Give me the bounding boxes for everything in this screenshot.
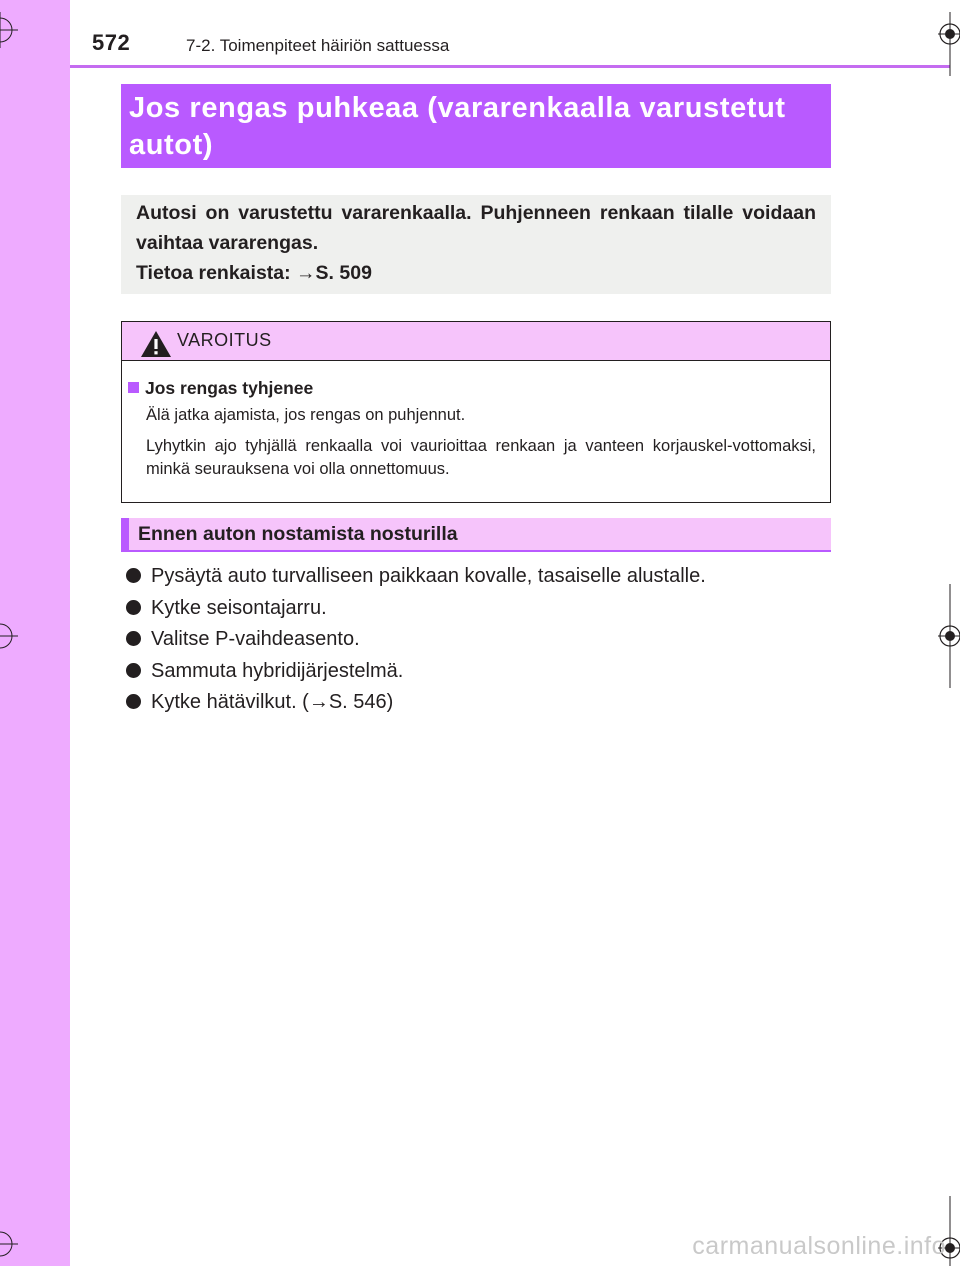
warning-box <box>121 321 831 503</box>
page-number: 572 <box>92 30 131 55</box>
step-text-with-link[interactable]: Kytke hätävilkut. (→S. 546) <box>151 691 394 714</box>
subsection-heading-text: Ennen auton nostamista nosturilla <box>138 523 458 545</box>
bullet-dot-icon <box>126 694 141 709</box>
warning-item-title <box>128 376 816 400</box>
step-text: Kytke seisontajarru. <box>151 596 327 619</box>
step-text: Valitse P-vaihdeasento. <box>151 628 360 651</box>
crop-mark-icon <box>0 1224 18 1266</box>
list-item <box>126 624 706 656</box>
intro-reference-link[interactable]: Tietoa renkaista: →S. 509 <box>136 262 372 284</box>
header-divider <box>70 65 950 68</box>
warning-triangle-icon <box>140 330 172 358</box>
warning-paragraph-1: Älä jatka ajamista, jos rengas on puhjennut. <box>146 406 466 424</box>
list-item <box>126 656 706 688</box>
warning-header <box>122 322 830 361</box>
bullet-dot-icon <box>126 600 141 615</box>
warning-body <box>122 361 830 481</box>
page-title-line-1: Jos rengas puhkeaa (vararenkaalla varustetut <box>129 92 786 124</box>
warning-item-title-text: Jos rengas tyhjenee <box>145 378 314 398</box>
watermark: carmanualsonline.info <box>692 1232 946 1260</box>
warning-label: VAROITUS <box>177 330 272 350</box>
step-text: Pysäytä auto turvalliseen paikkaan kovalle, tasaiselle alustalle. <box>151 565 706 587</box>
crop-mark-icon <box>0 618 18 654</box>
list-item <box>126 593 706 625</box>
registration-mark-icon <box>938 584 960 688</box>
crop-mark-icon <box>0 12 18 48</box>
bullet-dot-icon <box>126 663 141 678</box>
subsection-heading <box>121 518 831 552</box>
square-bullet-icon <box>128 382 139 393</box>
intro-box <box>121 195 831 294</box>
page-title <box>121 84 831 168</box>
bullet-dot-icon <box>126 631 141 646</box>
page-title-line-2: autot) <box>129 129 214 161</box>
list-item <box>126 561 706 593</box>
warning-paragraph-2: Lyhytkin ajo tyhjällä renkaalla voi vaurioittaa renkaan ja vanteen korjauskel-vottomaksi, minkä seurauksena voi olla onnettomuus. <box>146 437 816 478</box>
section-header: 7-2. Toimenpiteet häiriön sattuessa <box>186 36 450 55</box>
bullet-dot-icon <box>126 568 141 583</box>
intro-text: Autosi on varustettu vararenkaalla. Puhjenneen renkaan tilalle voidaan vaihtaa vararengas. <box>136 202 816 254</box>
registration-mark-icon <box>938 12 960 76</box>
list-item <box>126 687 706 719</box>
step-text: Sammuta hybridijärjestelmä. <box>151 659 404 682</box>
steps-list <box>126 561 706 719</box>
